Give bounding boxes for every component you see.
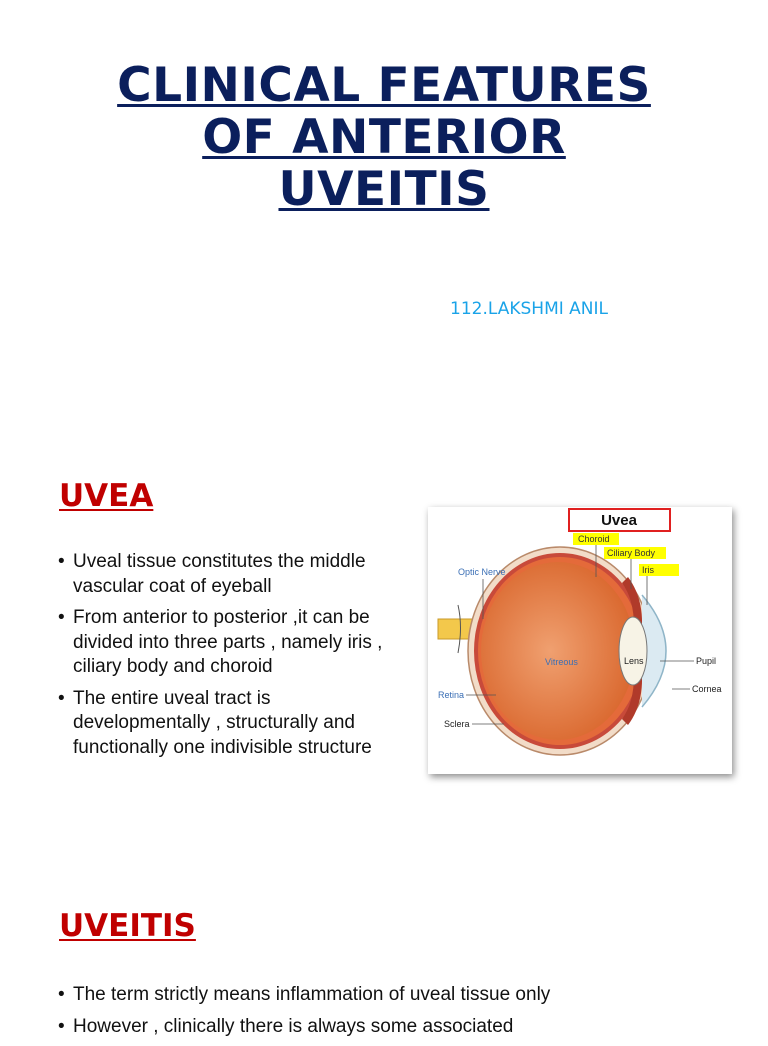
vitreous-body (481, 562, 635, 740)
diagram-title: Uvea (601, 512, 637, 529)
label-iris: Iris (642, 565, 654, 575)
uvea-bullet-1: • Uveal tissue constitutes the middle vascular coat of eyeball (58, 550, 403, 599)
slide-title (0, 60, 768, 216)
eye-anatomy-diagram (428, 507, 732, 774)
uvea-bullet-3: • The entire uveal tract is developmentally , structurally and functionally one indivisible structure (58, 687, 403, 761)
label-choroid: Choroid (578, 534, 610, 544)
uveitis-bullet-list (58, 983, 758, 1046)
title-line-2: OF ANTERIOR (202, 110, 566, 165)
uveitis-heading: UVEITIS (59, 908, 196, 944)
label-pupil: Pupil (696, 656, 717, 666)
uvea-bullet-2: • From anterior to posterior ,it can be divided into three parts , namely iris , ciliary body and choroid (58, 606, 403, 680)
uveitis-bullet-2: • However , clinically there is always some associated (58, 1015, 758, 1040)
uvea-bullet-list (58, 550, 403, 767)
label-retina: Retina (438, 690, 465, 700)
label-vitreous: Vitreous (545, 657, 578, 667)
label-sclera: Sclera (444, 719, 470, 729)
label-optic-nerve: Optic Nerve (458, 567, 506, 577)
uveitis-bullet-1: • The term strictly means inflammation of uveal tissue only (58, 983, 758, 1008)
lens-shape (619, 617, 647, 685)
uvea-heading: UVEA (59, 478, 154, 514)
label-cornea: Cornea (692, 684, 722, 694)
label-ciliary-body: Ciliary Body (607, 548, 656, 558)
label-lens: Lens (624, 656, 644, 666)
title-line-3: UVEITIS (278, 162, 490, 217)
author-name: 112.LAKSHMI ANIL (450, 299, 608, 319)
title-line-1: CLINICAL FEATURES (117, 58, 651, 113)
eye-diagram-svg (428, 507, 732, 774)
